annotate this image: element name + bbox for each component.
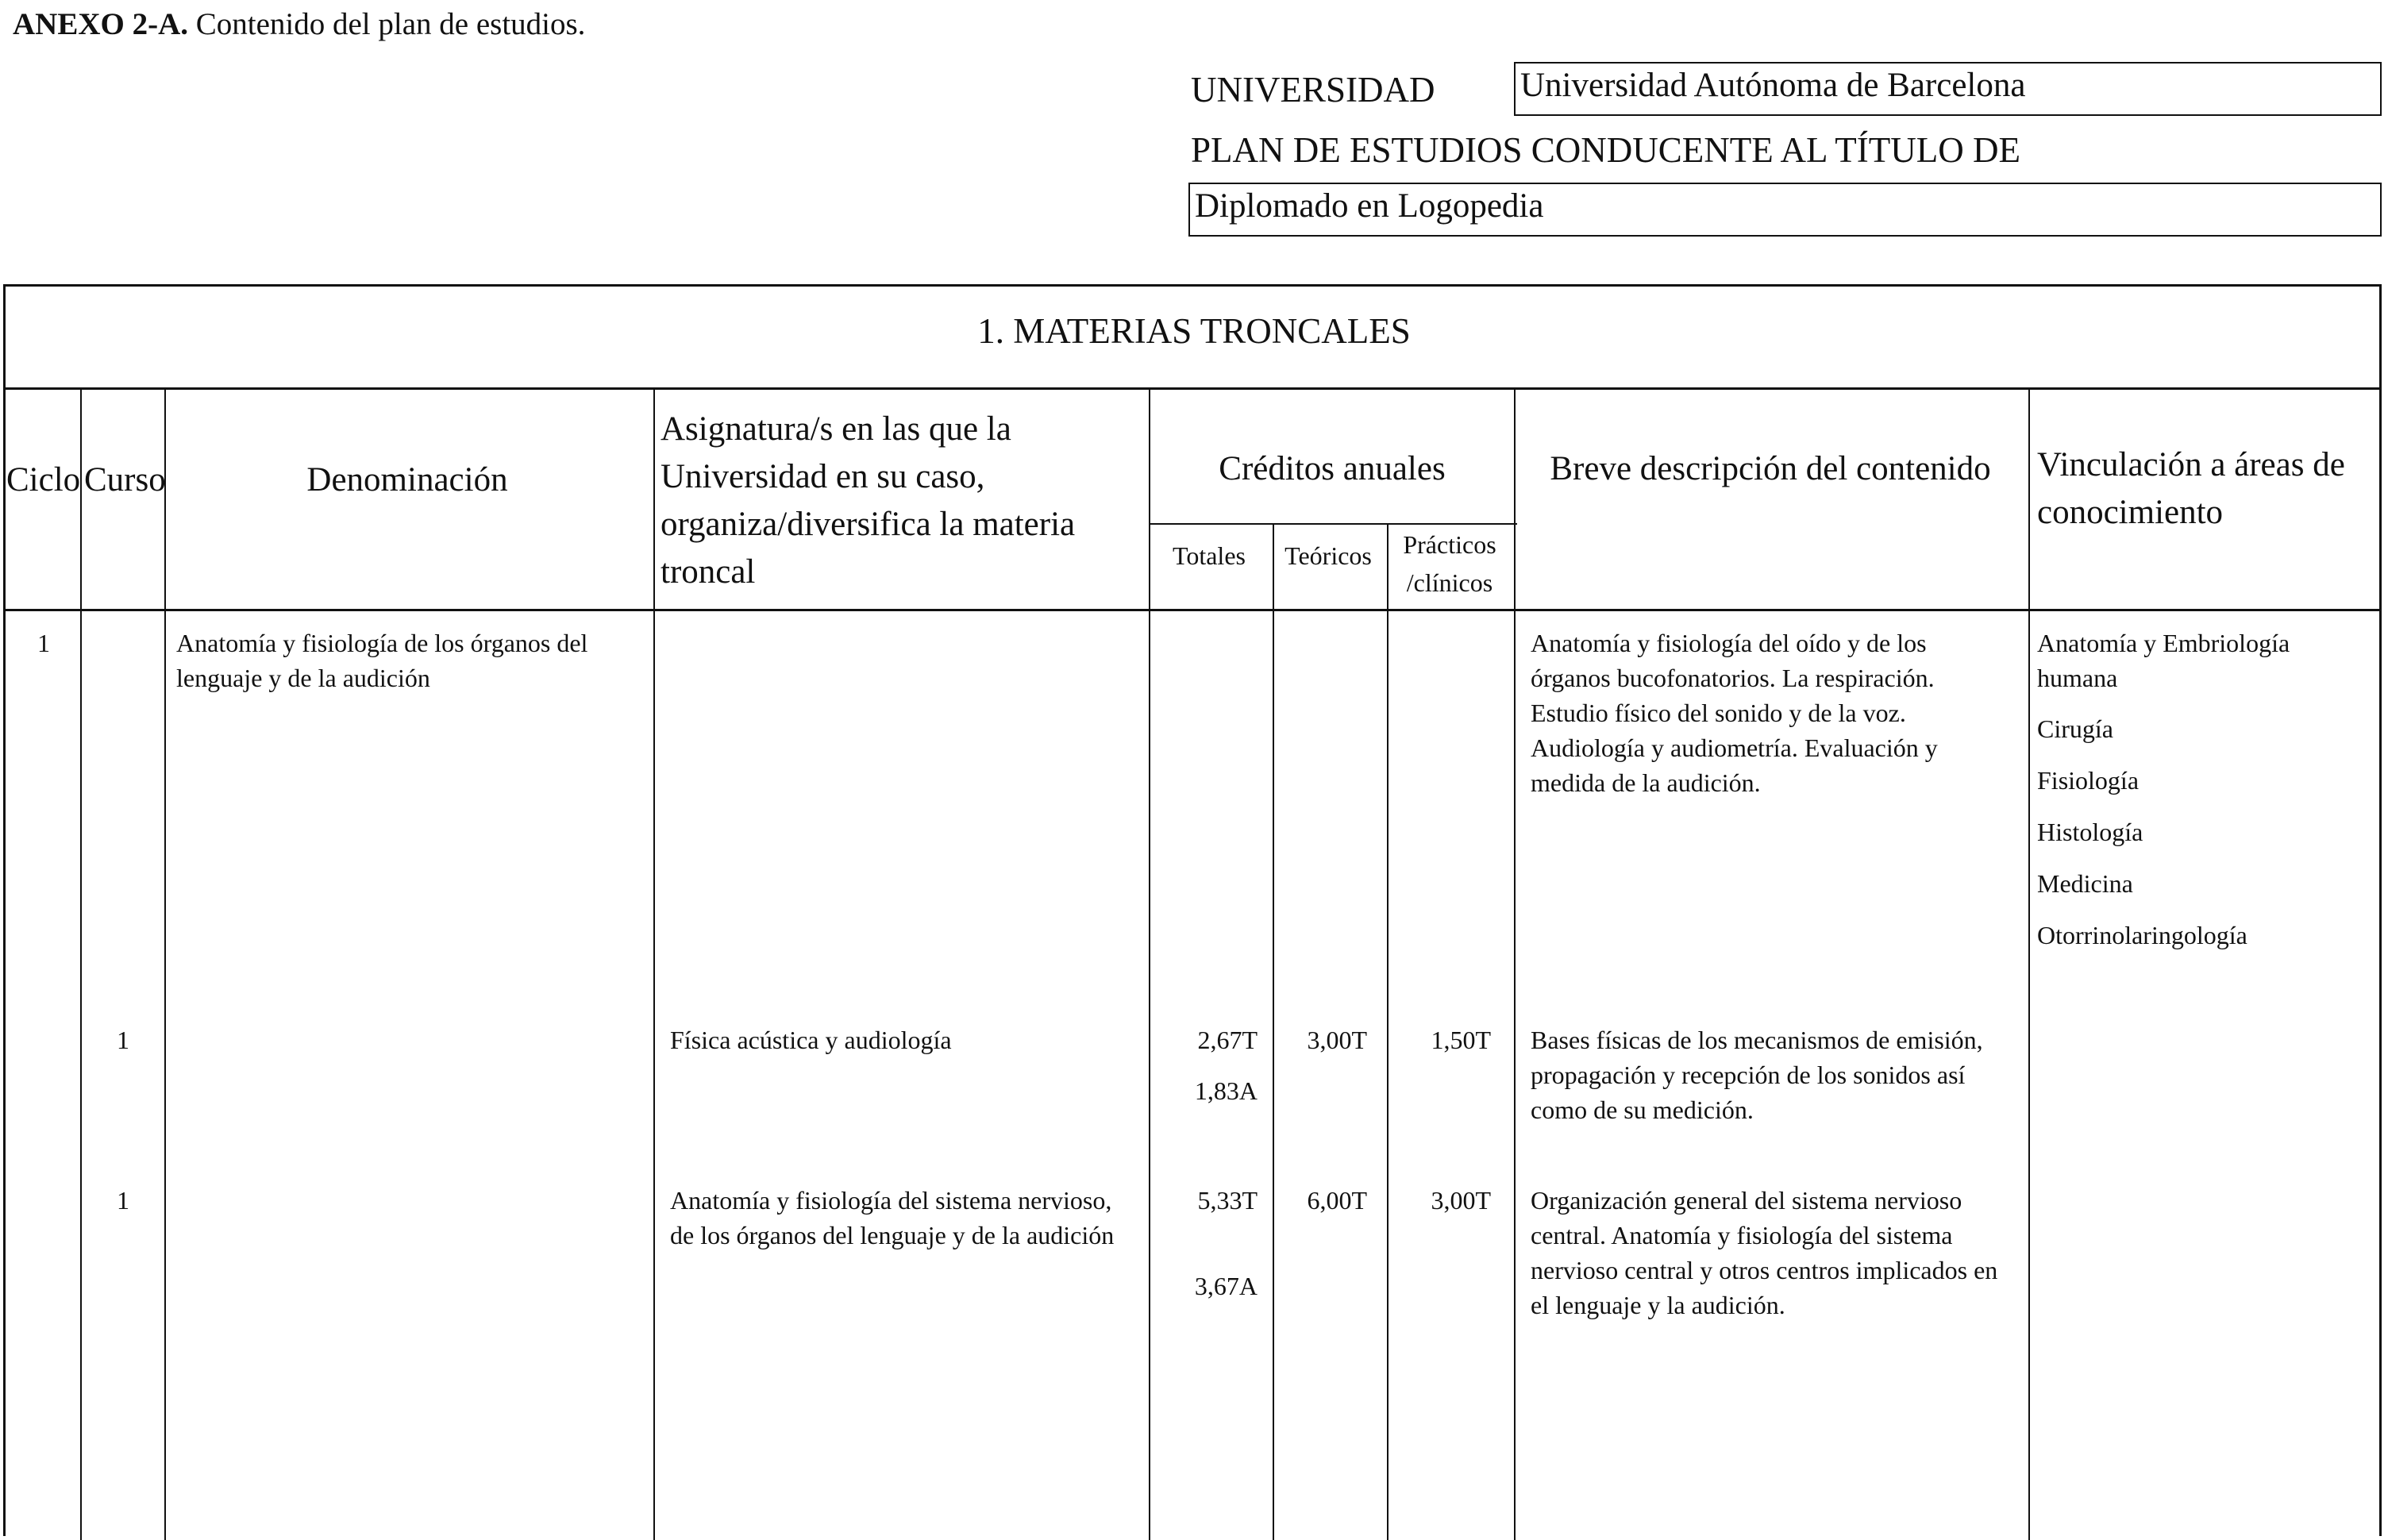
areas-list: [2037, 626, 2371, 969]
col-asignaturas: Asignatura/s en las que la Universidad en su caso, organiza/diversifica la materia troncal: [661, 410, 1076, 591]
col-creditos: Créditos anuales: [1219, 450, 1446, 487]
university-value: Universidad Autónoma de Barcelona: [1520, 67, 2026, 104]
col-practicos: Prácticos /clínicos: [1403, 530, 1496, 597]
section-title: 1. MATERIAS TRONCALES: [977, 311, 1411, 351]
col-ciclo: Ciclo: [6, 461, 81, 499]
credits-sub-rule: [1149, 523, 1517, 525]
row1-asignatura: Física acústica y audiología: [670, 1026, 952, 1054]
plan-label: PLAN DE ESTUDIOS CONDUCENTE AL TÍTULO DE: [1191, 130, 2020, 170]
row2-curso: 1: [117, 1186, 129, 1215]
annex-title: Contenido del plan de estudios.: [188, 7, 586, 41]
row2-practicos: 3,00T: [1431, 1186, 1491, 1215]
col-descripcion: Breve descripción del contenido: [1550, 450, 1991, 487]
row1-descripcion: Bases físicas de los mecanismos de emisión, propagación y recepción de los sonidos así como de su medición.: [1531, 1026, 1983, 1124]
col-vinculacion: Vinculación a áreas de conocimiento: [2037, 446, 2345, 531]
area-item: Cirugía: [2037, 714, 2113, 743]
area-item: Medicina: [2037, 869, 2133, 898]
row2-descripcion: Organización general del sistema nervioso central. Anatomía y fisiología del sistema nervioso central y otros centros implicados en el lenguaje y la audición.: [1531, 1186, 1998, 1319]
row2-asignatura: Anatomía y fisiología del sistema nervioso, de los órganos del lenguaje y de la audición: [670, 1186, 1115, 1249]
header-bottom-rule: [6, 609, 2379, 611]
row1-totales-t: 2,67T: [1197, 1026, 1258, 1054]
area-item: Fisiología: [2037, 766, 2140, 795]
rule-creditos: [1514, 390, 1516, 609]
row2-teoricos: 6,00T: [1307, 1186, 1367, 1215]
row1-teoricos: 3,00T: [1307, 1026, 1367, 1054]
degree-value: Diplomado en Logopedia: [1195, 187, 1544, 225]
area-item: Otorrinolaringología: [2037, 921, 2247, 949]
body-rule-creditos: [1514, 611, 1516, 1540]
materia-ciclo: 1: [37, 629, 50, 657]
rule-denominacion: [653, 390, 655, 609]
row2-totales-t: 5,33T: [1197, 1186, 1258, 1215]
col-denominacion: Denominación: [306, 461, 508, 499]
body-rule-teoricos: [1387, 611, 1389, 1540]
body-rule-curso: [164, 611, 166, 1540]
materia-descripcion: Anatomía y fisiología del oído y de los órganos bucofonatorios. La respiración. Estudio físico del sonido y de la voz. Audiología y audiometría. Evaluación y medida de la audición.: [1531, 629, 1938, 797]
col-totales: Totales: [1173, 541, 1246, 570]
rule-ciclo: [80, 390, 82, 609]
body-rule-ciclo: [80, 611, 82, 1540]
body-rule-totales: [1273, 611, 1274, 1540]
rule-asignaturas: [1149, 390, 1150, 609]
annex-label: ANEXO 2-A.: [13, 7, 188, 41]
university-field: [1514, 62, 2382, 116]
body-rule-descripcion: [2028, 611, 2030, 1540]
document-title: [13, 2, 585, 48]
row1-curso: 1: [117, 1026, 129, 1054]
university-label: UNIVERSIDAD: [1191, 70, 1435, 110]
row1-totales-a: 1,83A: [1194, 1076, 1258, 1105]
materia-denominacion: Anatomía y fisiología de los órganos del lenguaje y de la audición: [176, 629, 588, 692]
area-item: Histología: [2037, 818, 2143, 846]
rule-descripcion: [2028, 390, 2030, 609]
area-item: Anatomía y Embriología humana: [2037, 629, 2290, 692]
row2-totales-a: 3,67A: [1194, 1272, 1258, 1300]
body-rule-denominacion: [653, 611, 655, 1540]
section-title-rule: [6, 387, 2379, 390]
col-teoricos: Teóricos: [1285, 541, 1372, 570]
row1-practicos: 1,50T: [1431, 1026, 1491, 1054]
col-curso: Curso: [84, 461, 166, 499]
degree-field: [1188, 183, 2382, 237]
